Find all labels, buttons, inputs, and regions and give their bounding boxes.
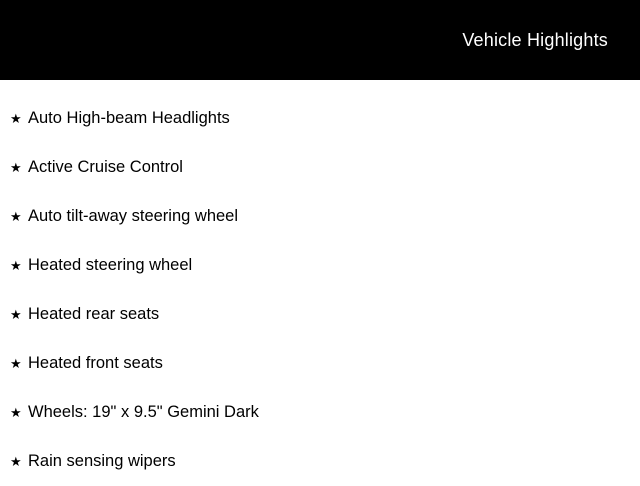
vehicle-highlights-list [0,80,640,486]
list-item [0,339,640,388]
star-icon: ★ [10,307,22,322]
list-item [0,94,640,143]
list-item-label: Heated steering wheel [28,256,193,275]
list-item-label: Rain sensing wipers [28,452,176,471]
list-item-label: Heated rear seats [28,305,160,324]
star-icon: ★ [10,160,22,175]
star-icon: ★ [10,454,22,469]
list-item-label: Active Cruise Control [28,158,183,177]
list-item [0,192,640,241]
star-icon: ★ [10,209,22,224]
list-item [0,437,640,486]
star-icon: ★ [10,356,22,371]
list-item-label: Auto tilt-away steering wheel [28,207,239,226]
list-item [0,388,640,437]
page-header [0,0,640,80]
list-item [0,241,640,290]
star-icon: ★ [10,258,22,273]
list-item [0,290,640,339]
list-item-label: Heated front seats [28,354,163,373]
star-icon: ★ [10,111,22,126]
star-icon: ★ [10,405,22,420]
list-item-label: Wheels: 19" x 9.5" Gemini Dark [28,403,259,422]
page-title: Vehicle Highlights [462,30,608,50]
list-item [0,143,640,192]
list-item-label: Auto High-beam Headlights [28,109,230,128]
